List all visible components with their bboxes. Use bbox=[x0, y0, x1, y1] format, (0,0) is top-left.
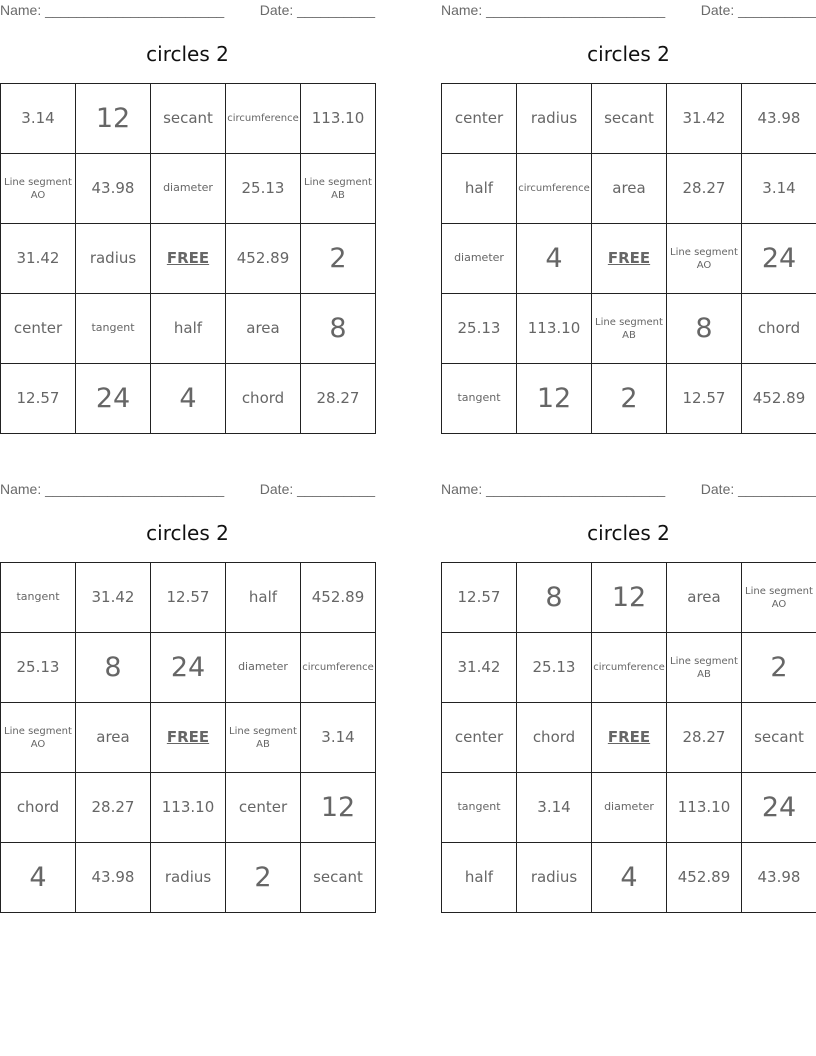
bingo-cell: secant bbox=[592, 84, 667, 154]
grid-row bbox=[442, 294, 816, 364]
bingo-cell: 8 bbox=[667, 294, 742, 364]
bingo-cell: Line segment AO bbox=[742, 563, 816, 633]
bingo-cell: 43.98 bbox=[742, 84, 816, 154]
bingo-cell: 31.42 bbox=[442, 633, 517, 703]
grid-row bbox=[1, 364, 376, 434]
bingo-cell: half bbox=[442, 843, 517, 913]
free-space-cell: FREE bbox=[151, 224, 226, 294]
bingo-cell: area bbox=[76, 703, 151, 773]
grid-row bbox=[442, 563, 816, 633]
bingo-cell: 3.14 bbox=[301, 703, 376, 773]
bingo-cell: 4 bbox=[592, 843, 667, 913]
bingo-cell: 113.10 bbox=[151, 773, 226, 843]
bingo-cell: 12.57 bbox=[1, 364, 76, 434]
bingo-cell: 8 bbox=[76, 633, 151, 703]
card-header bbox=[441, 0, 816, 22]
card-header bbox=[0, 0, 375, 22]
bingo-cell: circumference bbox=[517, 154, 592, 224]
bingo-cell: 24 bbox=[742, 224, 816, 294]
date-field-label: Date: __________ bbox=[259, 481, 375, 497]
bingo-cell: 12 bbox=[76, 84, 151, 154]
name-field-label: Name: _______________________ bbox=[441, 481, 666, 497]
bingo-cell: 31.42 bbox=[1, 224, 76, 294]
free-space-cell: FREE bbox=[151, 703, 226, 773]
bingo-cell: 452.89 bbox=[742, 364, 816, 434]
bingo-cell: diameter bbox=[226, 633, 301, 703]
bingo-cell: 12 bbox=[517, 364, 592, 434]
bingo-cell: 43.98 bbox=[742, 843, 816, 913]
bingo-card-3 bbox=[0, 479, 375, 893]
bingo-cell: 3.14 bbox=[517, 773, 592, 843]
bingo-grid bbox=[441, 562, 816, 913]
bingo-cell: circumference bbox=[592, 633, 667, 703]
date-field-label: Date: __________ bbox=[700, 2, 816, 18]
bingo-cell: tangent bbox=[76, 294, 151, 364]
bingo-cell: Line segment AB bbox=[301, 154, 376, 224]
grid-row bbox=[1, 773, 376, 843]
bingo-cell: tangent bbox=[442, 364, 517, 434]
bingo-cell: radius bbox=[517, 843, 592, 913]
bingo-cell: diameter bbox=[592, 773, 667, 843]
bingo-cell: center bbox=[442, 703, 517, 773]
bingo-cell: chord bbox=[517, 703, 592, 773]
bingo-cell: Line segment AB bbox=[226, 703, 301, 773]
bingo-cell: area bbox=[592, 154, 667, 224]
card-title: circles 2 bbox=[146, 42, 229, 66]
bingo-cell: 43.98 bbox=[76, 154, 151, 224]
bingo-cell: 24 bbox=[76, 364, 151, 434]
bingo-grid bbox=[0, 83, 376, 434]
bingo-cell: Line segment AB bbox=[667, 633, 742, 703]
bingo-card-4 bbox=[441, 479, 816, 893]
grid-row bbox=[1, 633, 376, 703]
card-header bbox=[441, 479, 816, 501]
bingo-cell: radius bbox=[76, 224, 151, 294]
grid-row bbox=[442, 224, 816, 294]
bingo-cell: Line segment AO bbox=[667, 224, 742, 294]
bingo-cell: 452.89 bbox=[226, 224, 301, 294]
grid-row bbox=[442, 843, 816, 913]
bingo-cell: circumference bbox=[226, 84, 301, 154]
card-title: circles 2 bbox=[587, 521, 670, 545]
bingo-cell: 12.57 bbox=[667, 364, 742, 434]
bingo-cell: 2 bbox=[226, 843, 301, 913]
grid-row bbox=[1, 563, 376, 633]
card-title: circles 2 bbox=[146, 521, 229, 545]
name-field-label: Name: _______________________ bbox=[0, 2, 225, 18]
bingo-cell: circumference bbox=[301, 633, 376, 703]
bingo-cell: radius bbox=[151, 843, 226, 913]
bingo-cell: 8 bbox=[301, 294, 376, 364]
grid-row bbox=[442, 154, 816, 224]
bingo-cell: Line segment AO bbox=[1, 703, 76, 773]
bingo-cell: 8 bbox=[517, 563, 592, 633]
date-field-label: Date: __________ bbox=[259, 2, 375, 18]
grid-row bbox=[442, 633, 816, 703]
bingo-cell: secant bbox=[301, 843, 376, 913]
bingo-cell: 28.27 bbox=[667, 703, 742, 773]
bingo-cell: half bbox=[151, 294, 226, 364]
bingo-cell: center bbox=[442, 84, 517, 154]
bingo-cell: half bbox=[442, 154, 517, 224]
name-field-label: Name: _______________________ bbox=[441, 2, 666, 18]
grid-row bbox=[442, 773, 816, 843]
bingo-cell: 12 bbox=[301, 773, 376, 843]
bingo-cell: 12.57 bbox=[151, 563, 226, 633]
card-header bbox=[0, 479, 375, 501]
grid-row bbox=[442, 364, 816, 434]
bingo-cell: 2 bbox=[742, 633, 816, 703]
bingo-cell: 43.98 bbox=[76, 843, 151, 913]
bingo-cell: diameter bbox=[151, 154, 226, 224]
bingo-cell: 24 bbox=[742, 773, 816, 843]
bingo-cell: 31.42 bbox=[76, 563, 151, 633]
free-space-cell: FREE bbox=[592, 224, 667, 294]
grid-row bbox=[1, 843, 376, 913]
grid-row bbox=[1, 154, 376, 224]
bingo-cell: 12 bbox=[592, 563, 667, 633]
bingo-cell: 3.14 bbox=[1, 84, 76, 154]
bingo-cell: radius bbox=[517, 84, 592, 154]
date-field-label: Date: __________ bbox=[700, 481, 816, 497]
bingo-cell: Line segment AO bbox=[1, 154, 76, 224]
bingo-cell: half bbox=[226, 563, 301, 633]
bingo-cell: secant bbox=[742, 703, 816, 773]
grid-row bbox=[1, 224, 376, 294]
bingo-cell: chord bbox=[1, 773, 76, 843]
bingo-cell: 25.13 bbox=[442, 294, 517, 364]
bingo-cell: chord bbox=[742, 294, 816, 364]
bingo-card-2 bbox=[441, 0, 816, 414]
card-title: circles 2 bbox=[587, 42, 670, 66]
bingo-cell: center bbox=[1, 294, 76, 364]
grid-row bbox=[1, 84, 376, 154]
bingo-card-1 bbox=[0, 0, 375, 414]
bingo-cell: 25.13 bbox=[1, 633, 76, 703]
bingo-cell: 4 bbox=[1, 843, 76, 913]
grid-row bbox=[442, 703, 816, 773]
bingo-cell: 28.27 bbox=[301, 364, 376, 434]
bingo-cell: 31.42 bbox=[667, 84, 742, 154]
bingo-cell: 12.57 bbox=[442, 563, 517, 633]
grid-row bbox=[1, 703, 376, 773]
bingo-cell: 28.27 bbox=[667, 154, 742, 224]
bingo-cell: 113.10 bbox=[301, 84, 376, 154]
bingo-cell: secant bbox=[151, 84, 226, 154]
grid-row bbox=[1, 294, 376, 364]
bingo-cell: diameter bbox=[442, 224, 517, 294]
bingo-cell: 28.27 bbox=[76, 773, 151, 843]
bingo-cell: 2 bbox=[592, 364, 667, 434]
bingo-cell: 452.89 bbox=[301, 563, 376, 633]
bingo-cell: 24 bbox=[151, 633, 226, 703]
bingo-grid bbox=[441, 83, 816, 434]
bingo-cell: center bbox=[226, 773, 301, 843]
bingo-cell: area bbox=[226, 294, 301, 364]
bingo-cell: tangent bbox=[442, 773, 517, 843]
bingo-cell: chord bbox=[226, 364, 301, 434]
bingo-grid bbox=[0, 562, 376, 913]
name-field-label: Name: _______________________ bbox=[0, 481, 225, 497]
grid-row bbox=[442, 84, 816, 154]
bingo-cell: 113.10 bbox=[517, 294, 592, 364]
bingo-cell: 25.13 bbox=[226, 154, 301, 224]
bingo-cell: 3.14 bbox=[742, 154, 816, 224]
bingo-cell: 25.13 bbox=[517, 633, 592, 703]
bingo-cell: 4 bbox=[517, 224, 592, 294]
bingo-cell: area bbox=[667, 563, 742, 633]
bingo-cell: 2 bbox=[301, 224, 376, 294]
bingo-cell: tangent bbox=[1, 563, 76, 633]
free-space-cell: FREE bbox=[592, 703, 667, 773]
bingo-cell: 4 bbox=[151, 364, 226, 434]
bingo-cell: Line segment AB bbox=[592, 294, 667, 364]
bingo-cell: 452.89 bbox=[667, 843, 742, 913]
bingo-cell: 113.10 bbox=[667, 773, 742, 843]
